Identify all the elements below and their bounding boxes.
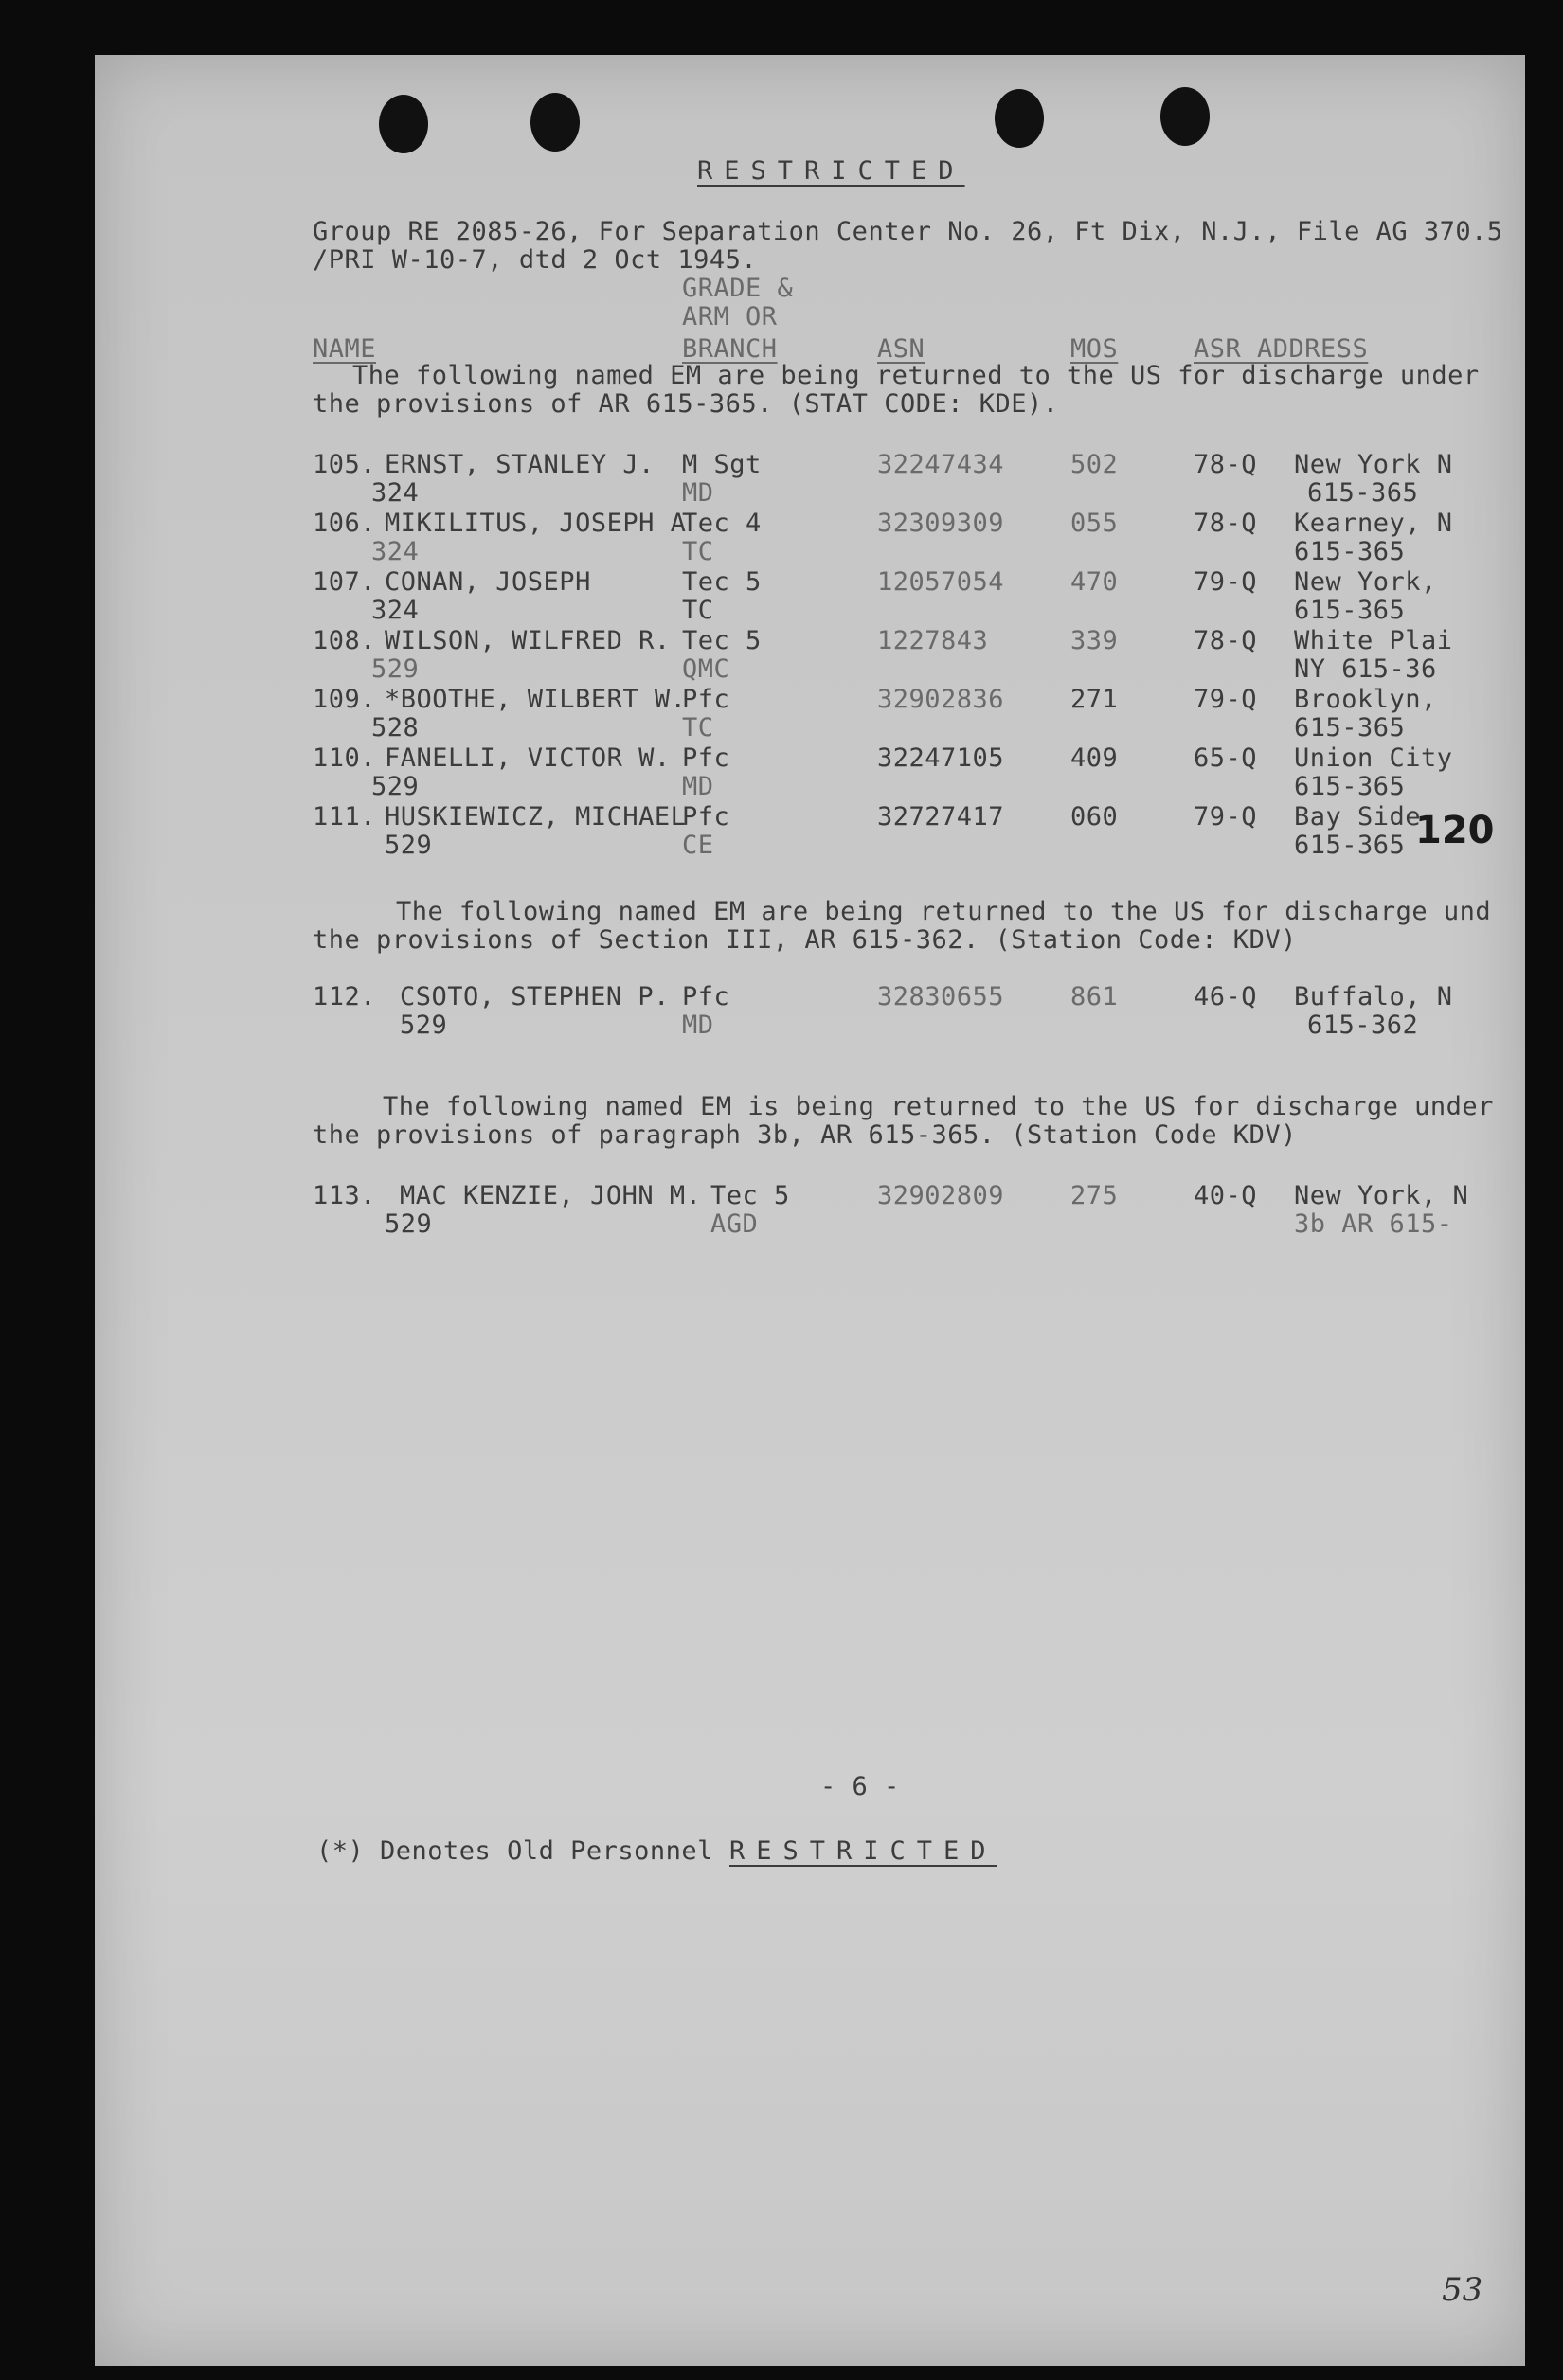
row-addr2: 615-365 bbox=[1294, 831, 1406, 860]
row-asn: 1227843 bbox=[877, 626, 989, 655]
row-addr2: 3b AR 615- bbox=[1294, 1209, 1453, 1239]
row-name: *BOOTHE, WILBERT W. bbox=[385, 685, 687, 714]
row-asn: 12057054 bbox=[877, 567, 1005, 597]
punch-hole bbox=[379, 95, 428, 153]
col-grade-line3: BRANCH bbox=[682, 334, 778, 364]
row-code: 529 bbox=[385, 1209, 433, 1239]
section1-line1: The following named EM are being returned to the US for discharge under bbox=[352, 361, 1480, 390]
punch-hole bbox=[1160, 87, 1210, 146]
row-addr2: 615-365 bbox=[1294, 537, 1406, 566]
row-addr1: Bay Side bbox=[1294, 802, 1422, 832]
row-mos: 409 bbox=[1070, 743, 1119, 773]
row-grade: Tec 4 bbox=[682, 509, 762, 538]
row-asn: 32247434 bbox=[877, 450, 1005, 479]
row-addr2: 615-365 bbox=[1294, 713, 1406, 743]
row-addr1: Union City bbox=[1294, 743, 1453, 773]
row-branch: MD bbox=[682, 1011, 714, 1040]
section3-line1: The following named EM is being returned to the US for discharge under bbox=[383, 1092, 1494, 1121]
document-sheet bbox=[95, 55, 1525, 2366]
row-num: 105. bbox=[313, 450, 377, 479]
row-name: MIKILITUS, JOSEPH A bbox=[385, 509, 687, 538]
row-grade: Tec 5 bbox=[682, 626, 762, 655]
row-asn: 32902809 bbox=[877, 1181, 1005, 1210]
row-addr1: White Plai bbox=[1294, 626, 1453, 655]
row-num: 112. bbox=[313, 982, 377, 1011]
row-asn: 32902836 bbox=[877, 685, 1005, 714]
page-number: - 6 - bbox=[820, 1772, 900, 1801]
row-asr: 79-Q bbox=[1194, 802, 1258, 832]
row-name: ERNST, STANLEY J. bbox=[385, 450, 655, 479]
section3-line2: the provisions of paragraph 3b, AR 615-365. (Station Code KDV) bbox=[313, 1120, 1297, 1150]
row-name: FANELLI, VICTOR W. bbox=[385, 743, 671, 773]
row-name: WILSON, WILFRED R. bbox=[385, 626, 671, 655]
row-asr: 78-Q bbox=[1194, 626, 1258, 655]
row-mos: 271 bbox=[1070, 685, 1119, 714]
row-mos: 470 bbox=[1070, 567, 1119, 597]
row-addr2: 615-365 bbox=[1294, 596, 1406, 625]
row-addr2: 615-365 bbox=[1307, 478, 1419, 508]
row-addr2: 615-365 bbox=[1294, 772, 1406, 801]
punch-hole bbox=[995, 89, 1044, 148]
row-addr1: Buffalo, N bbox=[1294, 982, 1453, 1011]
section2-line2: the provisions of Section III, AR 615-362. (Station Code: KDV) bbox=[313, 925, 1297, 955]
col-asn: ASN bbox=[877, 334, 925, 364]
col-grade-line2: ARM OR bbox=[682, 302, 778, 331]
row-grade: Pfc bbox=[682, 685, 730, 714]
row-mos: 060 bbox=[1070, 802, 1119, 832]
row-grade: Tec 5 bbox=[710, 1181, 790, 1210]
row-addr1: New York, bbox=[1294, 567, 1437, 597]
row-mos: 275 bbox=[1070, 1181, 1119, 1210]
row-branch: MD bbox=[682, 772, 714, 801]
row-addr2: NY 615-36 bbox=[1294, 654, 1437, 684]
row-grade: Tec 5 bbox=[682, 567, 762, 597]
row-mos: 861 bbox=[1070, 982, 1119, 1011]
row-addr1: New York, N bbox=[1294, 1181, 1469, 1210]
row-mos: 502 bbox=[1070, 450, 1119, 479]
row-num: 106. bbox=[313, 509, 377, 538]
classification-header: RESTRICTED bbox=[697, 156, 965, 186]
row-num: 107. bbox=[313, 567, 377, 597]
row-code: 529 bbox=[371, 772, 420, 801]
row-code: 529 bbox=[371, 654, 420, 684]
row-code: 528 bbox=[371, 713, 420, 743]
row-branch: TC bbox=[682, 596, 714, 625]
row-num: 110. bbox=[313, 743, 377, 773]
col-mos: MOS bbox=[1070, 334, 1119, 364]
row-addr1: New York N bbox=[1294, 450, 1453, 479]
row-num: 111. bbox=[313, 802, 377, 832]
col-grade-line1: GRADE & bbox=[682, 274, 794, 303]
header-line-1: Group RE 2085-26, For Separation Center No. 26, Ft Dix, N.J., File AG 370.5 bbox=[313, 217, 1503, 246]
row-branch: TC bbox=[682, 537, 714, 566]
row-asr: 79-Q bbox=[1194, 567, 1258, 597]
row-code: 529 bbox=[385, 831, 433, 860]
row-asr: 78-Q bbox=[1194, 509, 1258, 538]
punch-hole bbox=[530, 93, 580, 152]
row-addr1: Kearney, N bbox=[1294, 509, 1453, 538]
row-mos: 339 bbox=[1070, 626, 1119, 655]
row-asn: 32309309 bbox=[877, 509, 1005, 538]
row-code: 529 bbox=[400, 1011, 448, 1040]
row-code: 324 bbox=[371, 478, 420, 508]
footnote: (*) Denotes Old Personnel bbox=[316, 1836, 713, 1866]
row-grade: Pfc bbox=[682, 982, 730, 1011]
row-asn: 32727417 bbox=[877, 802, 1005, 832]
row-grade: Pfc bbox=[682, 743, 730, 773]
row-name: MAC KENZIE, JOHN M. bbox=[400, 1181, 702, 1210]
section2-line1: The following named EM are being returned to the US for discharge und bbox=[396, 897, 1492, 926]
row-branch: AGD bbox=[710, 1209, 759, 1239]
row-code: 324 bbox=[371, 537, 420, 566]
section1-line2: the provisions of AR 615-365. (STAT CODE: KDE). bbox=[313, 389, 1059, 419]
row-asn: 32830655 bbox=[877, 982, 1005, 1011]
row-num: 108. bbox=[313, 626, 377, 655]
row-branch: CE bbox=[682, 831, 714, 860]
row-asr: 46-Q bbox=[1194, 982, 1258, 1011]
row-asr: 40-Q bbox=[1194, 1181, 1258, 1210]
row-code: 324 bbox=[371, 596, 420, 625]
row-branch: MD bbox=[682, 478, 714, 508]
row-grade: Pfc bbox=[682, 802, 730, 832]
row-grade: M Sgt bbox=[682, 450, 762, 479]
row-asr: 79-Q bbox=[1194, 685, 1258, 714]
row-name: CSOTO, STEPHEN P. bbox=[400, 982, 670, 1011]
stamped-number: 120 bbox=[1415, 809, 1495, 852]
row-num: 113. bbox=[313, 1181, 377, 1210]
row-asr: 65-Q bbox=[1194, 743, 1258, 773]
row-mos: 055 bbox=[1070, 509, 1119, 538]
handwritten-page-number: 53 bbox=[1442, 2271, 1483, 2309]
row-addr2: 615-362 bbox=[1307, 1011, 1419, 1040]
header-line-2: /PRI W-10-7, dtd 2 Oct 1945. bbox=[313, 245, 758, 275]
col-name: NAME bbox=[313, 334, 377, 364]
row-branch: TC bbox=[682, 713, 714, 743]
row-branch: QMC bbox=[682, 654, 730, 684]
row-asn: 32247105 bbox=[877, 743, 1005, 773]
row-name: CONAN, JOSEPH bbox=[385, 567, 591, 597]
row-asr: 78-Q bbox=[1194, 450, 1258, 479]
row-addr1: Brooklyn, bbox=[1294, 685, 1437, 714]
row-name: HUSKIEWICZ, MICHAEL bbox=[385, 802, 687, 832]
row-num: 109. bbox=[313, 685, 377, 714]
classification-footer: RESTRICTED bbox=[729, 1836, 997, 1866]
col-asr: ASR ADDRESS bbox=[1194, 334, 1369, 364]
